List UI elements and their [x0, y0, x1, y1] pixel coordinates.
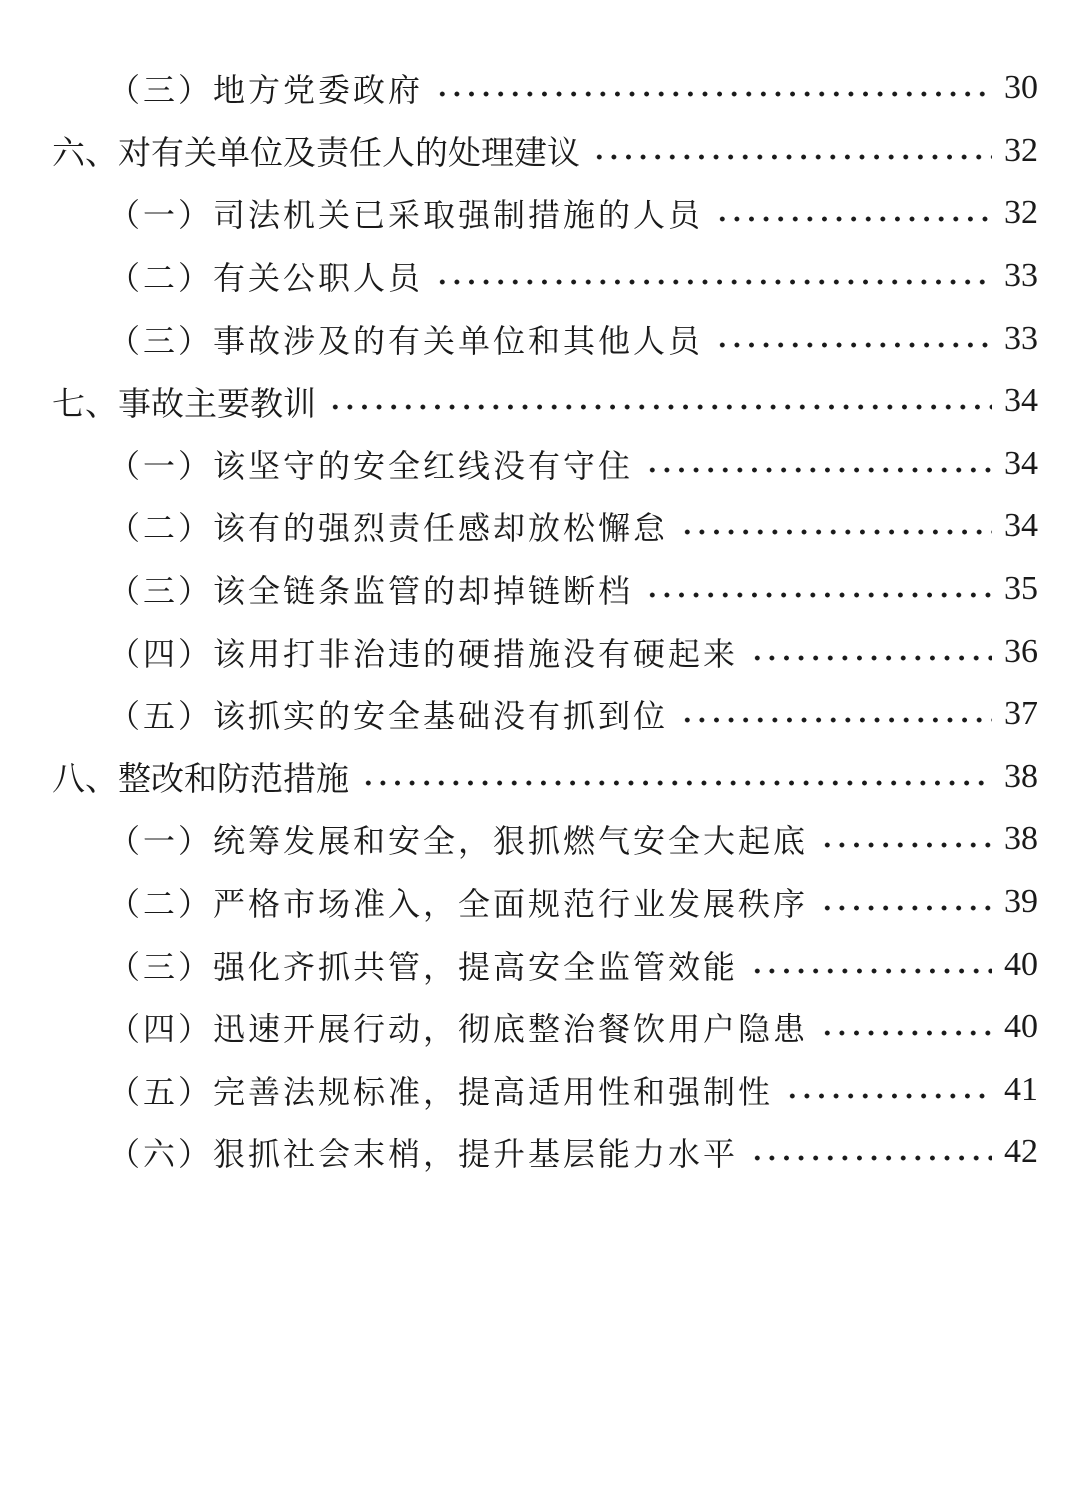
toc-entry[interactable]	[0, 182, 1080, 245]
toc-entry-label: （五）该抓实的安全基础没有抓到位	[108, 697, 669, 736]
toc-page-number: 34	[1004, 444, 1038, 482]
toc-page-number: 39	[1004, 883, 1038, 921]
dot-leader	[592, 153, 992, 161]
toc-page-number: 35	[1004, 570, 1038, 608]
toc-entry-label: （三）地方党委政府	[108, 71, 424, 110]
toc-page-number: 37	[1004, 695, 1038, 733]
toc-entry[interactable]	[0, 558, 1080, 621]
toc-entry[interactable]	[0, 933, 1080, 996]
dot-leader	[680, 716, 992, 724]
toc-entry-label: （一）司法机关已采取强制措施的人员	[108, 196, 704, 235]
toc-entry[interactable]	[0, 871, 1080, 934]
toc-entry[interactable]	[0, 1121, 1080, 1184]
toc-page-number: 40	[1004, 945, 1038, 983]
toc-entry[interactable]	[0, 245, 1080, 308]
toc-entry-label: （二）严格市场准入，全面规范行业发展秩序	[108, 885, 809, 924]
toc-page-number: 42	[1004, 1133, 1038, 1171]
toc-entry[interactable]	[0, 620, 1080, 683]
toc-entry-label: （三）该全链条监管的却掉链断档	[108, 572, 634, 611]
toc-page-number: 38	[1004, 757, 1038, 795]
toc-entry-label: 八、整改和防范措施	[52, 759, 349, 799]
toc-page-number: 38	[1004, 820, 1038, 858]
toc-section-heading[interactable]	[0, 120, 1080, 183]
toc-page-number: 33	[1004, 257, 1038, 295]
toc-entry-label: （一）统筹发展和安全，狠抓燃气安全大起底	[108, 822, 809, 861]
dot-leader	[820, 841, 992, 849]
dot-leader	[645, 466, 992, 474]
toc-entry-label: 七、事故主要教训	[52, 383, 316, 423]
dot-leader	[435, 278, 992, 286]
toc-page-number: 34	[1004, 382, 1038, 420]
toc-page-number: 41	[1004, 1070, 1038, 1108]
toc-page-number: 32	[1004, 131, 1038, 169]
toc-entry-label: （六）狠抓社会末梢，提升基层能力水平	[108, 1135, 739, 1174]
dot-leader	[715, 215, 992, 223]
toc-entry-label: （五）完善法规标准，提高适用性和强制性	[108, 1072, 774, 1111]
toc-entry-label: （一）该坚守的安全红线没有守住	[108, 446, 634, 485]
dot-leader	[328, 403, 992, 411]
toc-entry-label: （二）有关公职人员	[108, 259, 424, 298]
toc-entry-label: （四）该用打非治违的硬措施没有硬起来	[108, 634, 739, 673]
dot-leader	[820, 1029, 992, 1037]
toc-page-number: 32	[1004, 194, 1038, 232]
toc-page-number: 36	[1004, 632, 1038, 670]
dot-leader	[361, 779, 992, 787]
toc-page-number: 34	[1004, 507, 1038, 545]
toc-section-heading[interactable]	[0, 370, 1080, 433]
toc-entry[interactable]	[0, 307, 1080, 370]
toc-entry[interactable]	[0, 495, 1080, 558]
toc-entry[interactable]	[0, 433, 1080, 496]
toc-entry[interactable]	[0, 996, 1080, 1059]
toc-entry-label: （二）该有的强烈责任感却放松懈怠	[108, 509, 669, 548]
toc-entry[interactable]	[0, 808, 1080, 871]
table-of-contents	[0, 57, 1080, 1184]
toc-entry-label: 六、对有关单位及责任人的处理建议	[52, 133, 580, 173]
dot-leader	[715, 341, 992, 349]
toc-section-heading[interactable]	[0, 746, 1080, 809]
toc-page-number: 33	[1004, 319, 1038, 357]
toc-entry-label: （三）强化齐抓共管，提高安全监管效能	[108, 947, 739, 986]
dot-leader	[435, 90, 992, 98]
dot-leader	[680, 528, 992, 536]
dot-leader	[750, 967, 992, 975]
toc-entry[interactable]	[0, 1059, 1080, 1122]
toc-entry-label: （四）迅速开展行动，彻底整治餐饮用户隐患	[108, 1010, 809, 1049]
toc-entry-label: （三）事故涉及的有关单位和其他人员	[108, 321, 704, 360]
dot-leader	[645, 591, 992, 599]
toc-entry[interactable]	[0, 683, 1080, 746]
toc-page-number: 30	[1004, 69, 1038, 107]
dot-leader	[750, 1154, 992, 1162]
toc-page-number: 40	[1004, 1008, 1038, 1046]
dot-leader	[785, 1092, 992, 1100]
toc-entry[interactable]	[0, 57, 1080, 120]
dot-leader	[820, 904, 992, 912]
dot-leader	[750, 654, 992, 662]
